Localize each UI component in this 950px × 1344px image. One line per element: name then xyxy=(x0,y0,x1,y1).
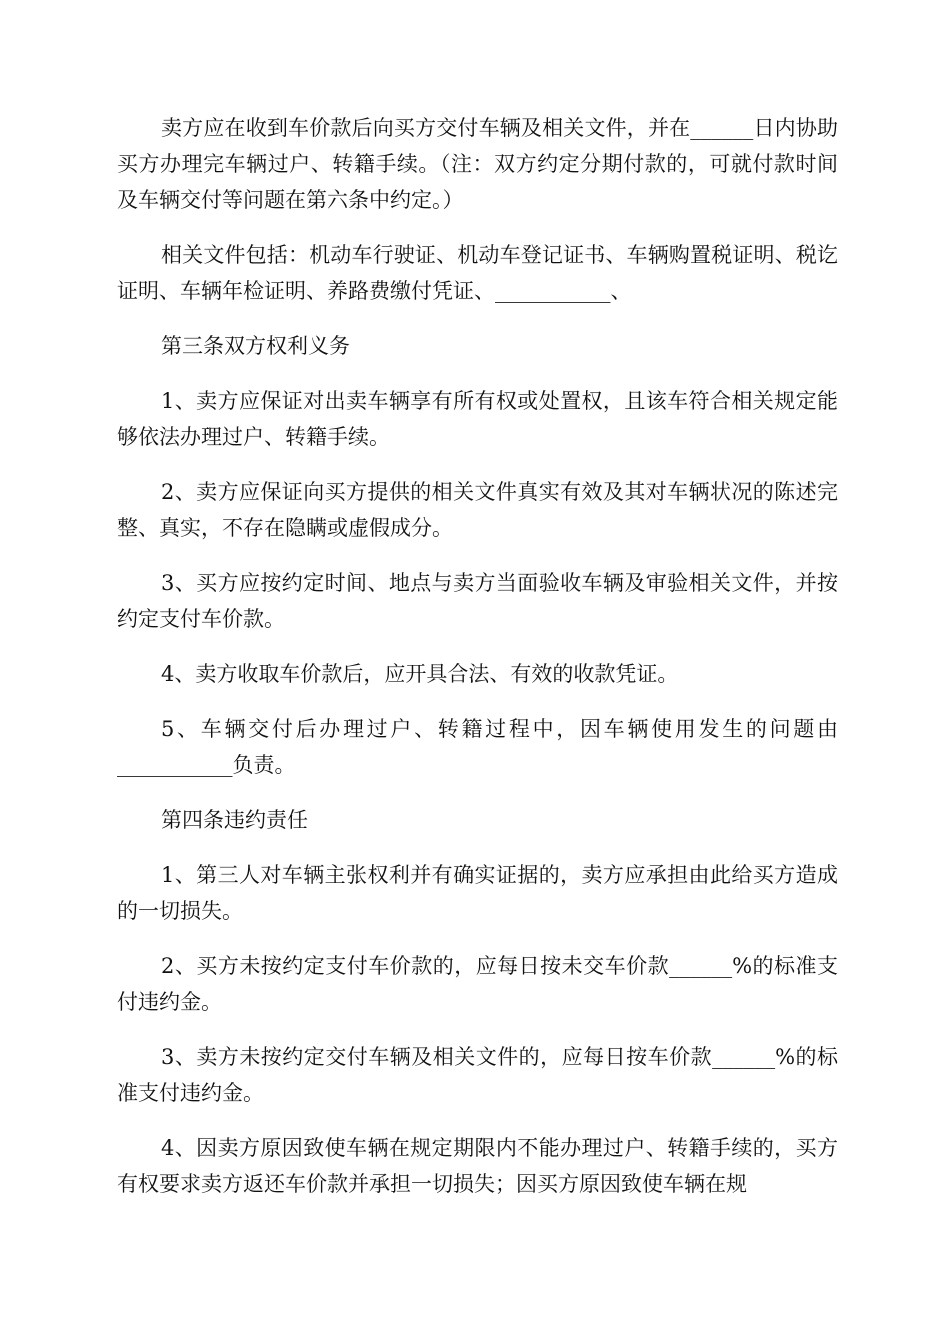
paragraph-article-3-item-2: 2、卖方应保证向买方提供的相关文件真实有效及其对车辆状况的陈述完整、真实，不存在隐瞒或虚假成分。 xyxy=(117,480,838,540)
paragraph-delivery-terms: 卖方应在收到车价款后向买方交付车辆及相关文件，并在______日内协助买方办理完车辆过户、转籍手续。（注：双方约定分期付款的，可就付款时间及车辆交付等问题在第六条中约定。） xyxy=(117,116,838,212)
paragraph-related-documents: 相关文件包括：机动车行驶证、机动车登记证书、车辆购置税证明、税讫证明、车辆年检证明、养路费缴付凭证、___________、 xyxy=(117,243,838,303)
paragraph-article-3-item-4: 4、卖方收取车价款后，应开具合法、有效的收款凭证。 xyxy=(161,662,679,686)
section-heading-article-3: 第三条双方权利义务 xyxy=(161,334,350,358)
paragraph-article-3-item-3: 3、买方应按约定时间、地点与卖方当面验收车辆及审验相关文件，并按约定支付车价款。 xyxy=(117,571,838,631)
paragraph-article-4-item-3: 3、卖方未按约定交付车辆及相关文件的，应每日按车价款______%的标准支付违约金。 xyxy=(117,1045,838,1105)
paragraph-article-4-item-1: 1、第三人对车辆主张权利并有确实证据的，卖方应承担由此给买方造成的一切损失。 xyxy=(117,863,838,923)
paragraph-article-4-item-2: 2、买方未按约定支付车价款的，应每日按未交车价款______%的标准支付违约金。 xyxy=(117,954,838,1014)
section-heading-article-4: 第四条违约责任 xyxy=(161,808,308,832)
paragraph-article-3-item-5: 5、车辆交付后办理过户、转籍过程中，因车辆使用发生的问题由___________负责。 xyxy=(117,717,838,777)
paragraph-article-3-item-1: 1、卖方应保证对出卖车辆享有所有权或处置权，且该车符合相关规定能够依法办理过户、转籍手续。 xyxy=(117,389,838,449)
paragraph-article-4-item-4: 4、因卖方原因致使车辆在规定期限内不能办理过户、转籍手续的，买方有权要求卖方返还车价款并承担一切损失；因买方原因致使车辆在规 xyxy=(117,1136,838,1196)
